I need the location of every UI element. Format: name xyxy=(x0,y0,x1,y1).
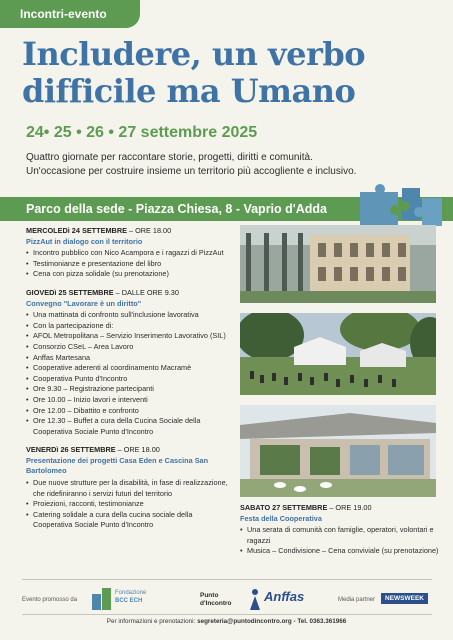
list-item: • Ore 10.00 – Inizio lavori e interventi xyxy=(26,395,228,406)
page-title xyxy=(22,36,442,110)
garden-event-photo xyxy=(240,313,436,395)
day-subtitle: Festa della Cooperativa xyxy=(240,513,322,523)
day-time: – ORE 18.00 xyxy=(126,226,172,235)
day-saturday xyxy=(240,503,440,557)
intro-line-1: Quattro giornate per raccontare storie, progetti, diritti e comunità. xyxy=(26,152,313,163)
media-partner-label: Media partner xyxy=(338,597,376,603)
list-item: • Cooperativa Punto d'Incontro xyxy=(26,374,228,385)
day-heading xyxy=(26,226,228,237)
punto-logo-line1: Punto xyxy=(200,592,219,599)
day-items xyxy=(240,525,440,557)
project-rendering-photo xyxy=(240,405,436,497)
day-wednesday xyxy=(26,226,228,280)
title-line-2: difficile ma Umano xyxy=(22,72,356,110)
day-heading xyxy=(26,288,228,299)
list-item: • Testimonianze e presentazione del libro xyxy=(26,259,228,270)
list-item: • Ore 12.30 – Buffet a cura della Cucina Sociale della Cooperativa Sociale Punto d'Incontro xyxy=(26,416,228,437)
list-item: • Incontro pubblico con Nico Acampora e i ragazzi di PizzAut xyxy=(26,248,228,259)
newsweek-logo: NEWSWEEK xyxy=(381,593,428,604)
day-thursday xyxy=(26,288,228,437)
fondazione-logo xyxy=(92,588,112,610)
list-item: • Anffas Martesana xyxy=(26,353,228,364)
day-items xyxy=(26,248,228,280)
day-items xyxy=(26,478,228,531)
day-date: SABATO 27 SETTEMBRE xyxy=(240,503,328,512)
day-heading xyxy=(26,445,228,456)
anffas-logo-text: Anffas xyxy=(264,589,305,604)
punto-logo-line2: d'Incontro xyxy=(200,600,232,607)
day-date: MERCOLEDì 24 SETTEMBRE xyxy=(26,226,127,235)
day-subtitle: PizzAut in dialogo con il territorio xyxy=(26,236,143,246)
fondazione-label: Fondazione xyxy=(115,590,147,596)
footer-divider xyxy=(22,579,432,580)
list-item: • Ore 12.00 – Dibattito e confronto xyxy=(26,406,228,417)
day-items xyxy=(26,310,228,437)
list-item: • Musica – Condivisione – Cena conviviale (su prenotazione) xyxy=(240,546,440,557)
email-link[interactable]: segreteria@puntodincontro.org xyxy=(197,618,292,625)
info-label: Per informazioni e prenotazioni: xyxy=(106,618,196,625)
day-friday xyxy=(26,445,228,531)
building-photo xyxy=(240,225,436,303)
anffas-logo-icon xyxy=(248,588,262,610)
program-left-column xyxy=(26,226,228,539)
intro-text xyxy=(26,151,446,179)
list-item: • Una mattinata di confronto sull'inclusione lavorativa xyxy=(26,310,228,321)
list-item: • Ore 9.30 – Registrazione partecipanti xyxy=(26,384,228,395)
day-time: – ORE 19.00 xyxy=(327,503,372,512)
list-item: • Consorzio CSeL – Area Lavoro xyxy=(26,342,228,353)
venue-address: Parco della sede - Piazza Chiesa, 8 - Vaprio d'Adda xyxy=(26,202,327,216)
title-line-1: Includere, un verbo xyxy=(22,35,366,73)
day-time: – ORE 18.00 xyxy=(115,445,160,455)
day-heading xyxy=(240,503,440,514)
fondazione-name: BCC ECH xyxy=(115,598,143,604)
phone-number: - Tel. 0363.361966 xyxy=(293,618,347,625)
list-item: • Con la partecipazione di: xyxy=(26,321,228,332)
day-subtitle: Convegno "Lavorare è un diritto" xyxy=(26,298,142,308)
list-item: • Cooperative aderenti al coordinamento Macramè xyxy=(26,363,228,374)
day-subtitle: Presentazione dei progetti Casa Eden e Cascina San Bartolomeo xyxy=(26,455,209,476)
day-date: GIOVEDì 25 SETTEMBRE xyxy=(26,287,114,297)
list-item: • Cena con pizza solidale (su prenotazione) xyxy=(26,269,228,280)
list-item: • AFOL Metropolitana – Servizio Inserimento Lavorativo (SIL) xyxy=(26,331,228,342)
list-item: • Una serata di comunità con famiglie, operatori, volontari e ragazzi xyxy=(240,525,440,546)
day-time: – DALLE ORE 9.30 xyxy=(113,287,179,297)
intro-line-2: Un'occasione per costruire insieme un territorio più accogliente e inclusivo. xyxy=(26,166,357,177)
photo-column xyxy=(240,225,436,507)
event-category-tag: Incontri-evento xyxy=(0,0,140,28)
contact-info xyxy=(0,618,453,625)
list-item: • Catering solidale a cura della cucina sociale della Cooperativa Sociale Punto d'Incontro xyxy=(26,510,228,531)
list-item: • Proiezioni, racconti, testimonianze xyxy=(26,499,228,510)
event-dates: 24• 25 • 26 • 27 settembre 2025 xyxy=(26,124,258,141)
promoted-by-label: Evento promosso da xyxy=(22,597,78,603)
sponsor-logos xyxy=(0,584,453,614)
list-item: • Due nuove strutture per la disabilità, in fase di realizzazione, che ridefiniranno i servizi futuri del territorio xyxy=(26,478,228,499)
footer-divider-bottom xyxy=(22,614,432,615)
day-date: VENERDì 26 SETTEMBRE xyxy=(26,445,116,455)
